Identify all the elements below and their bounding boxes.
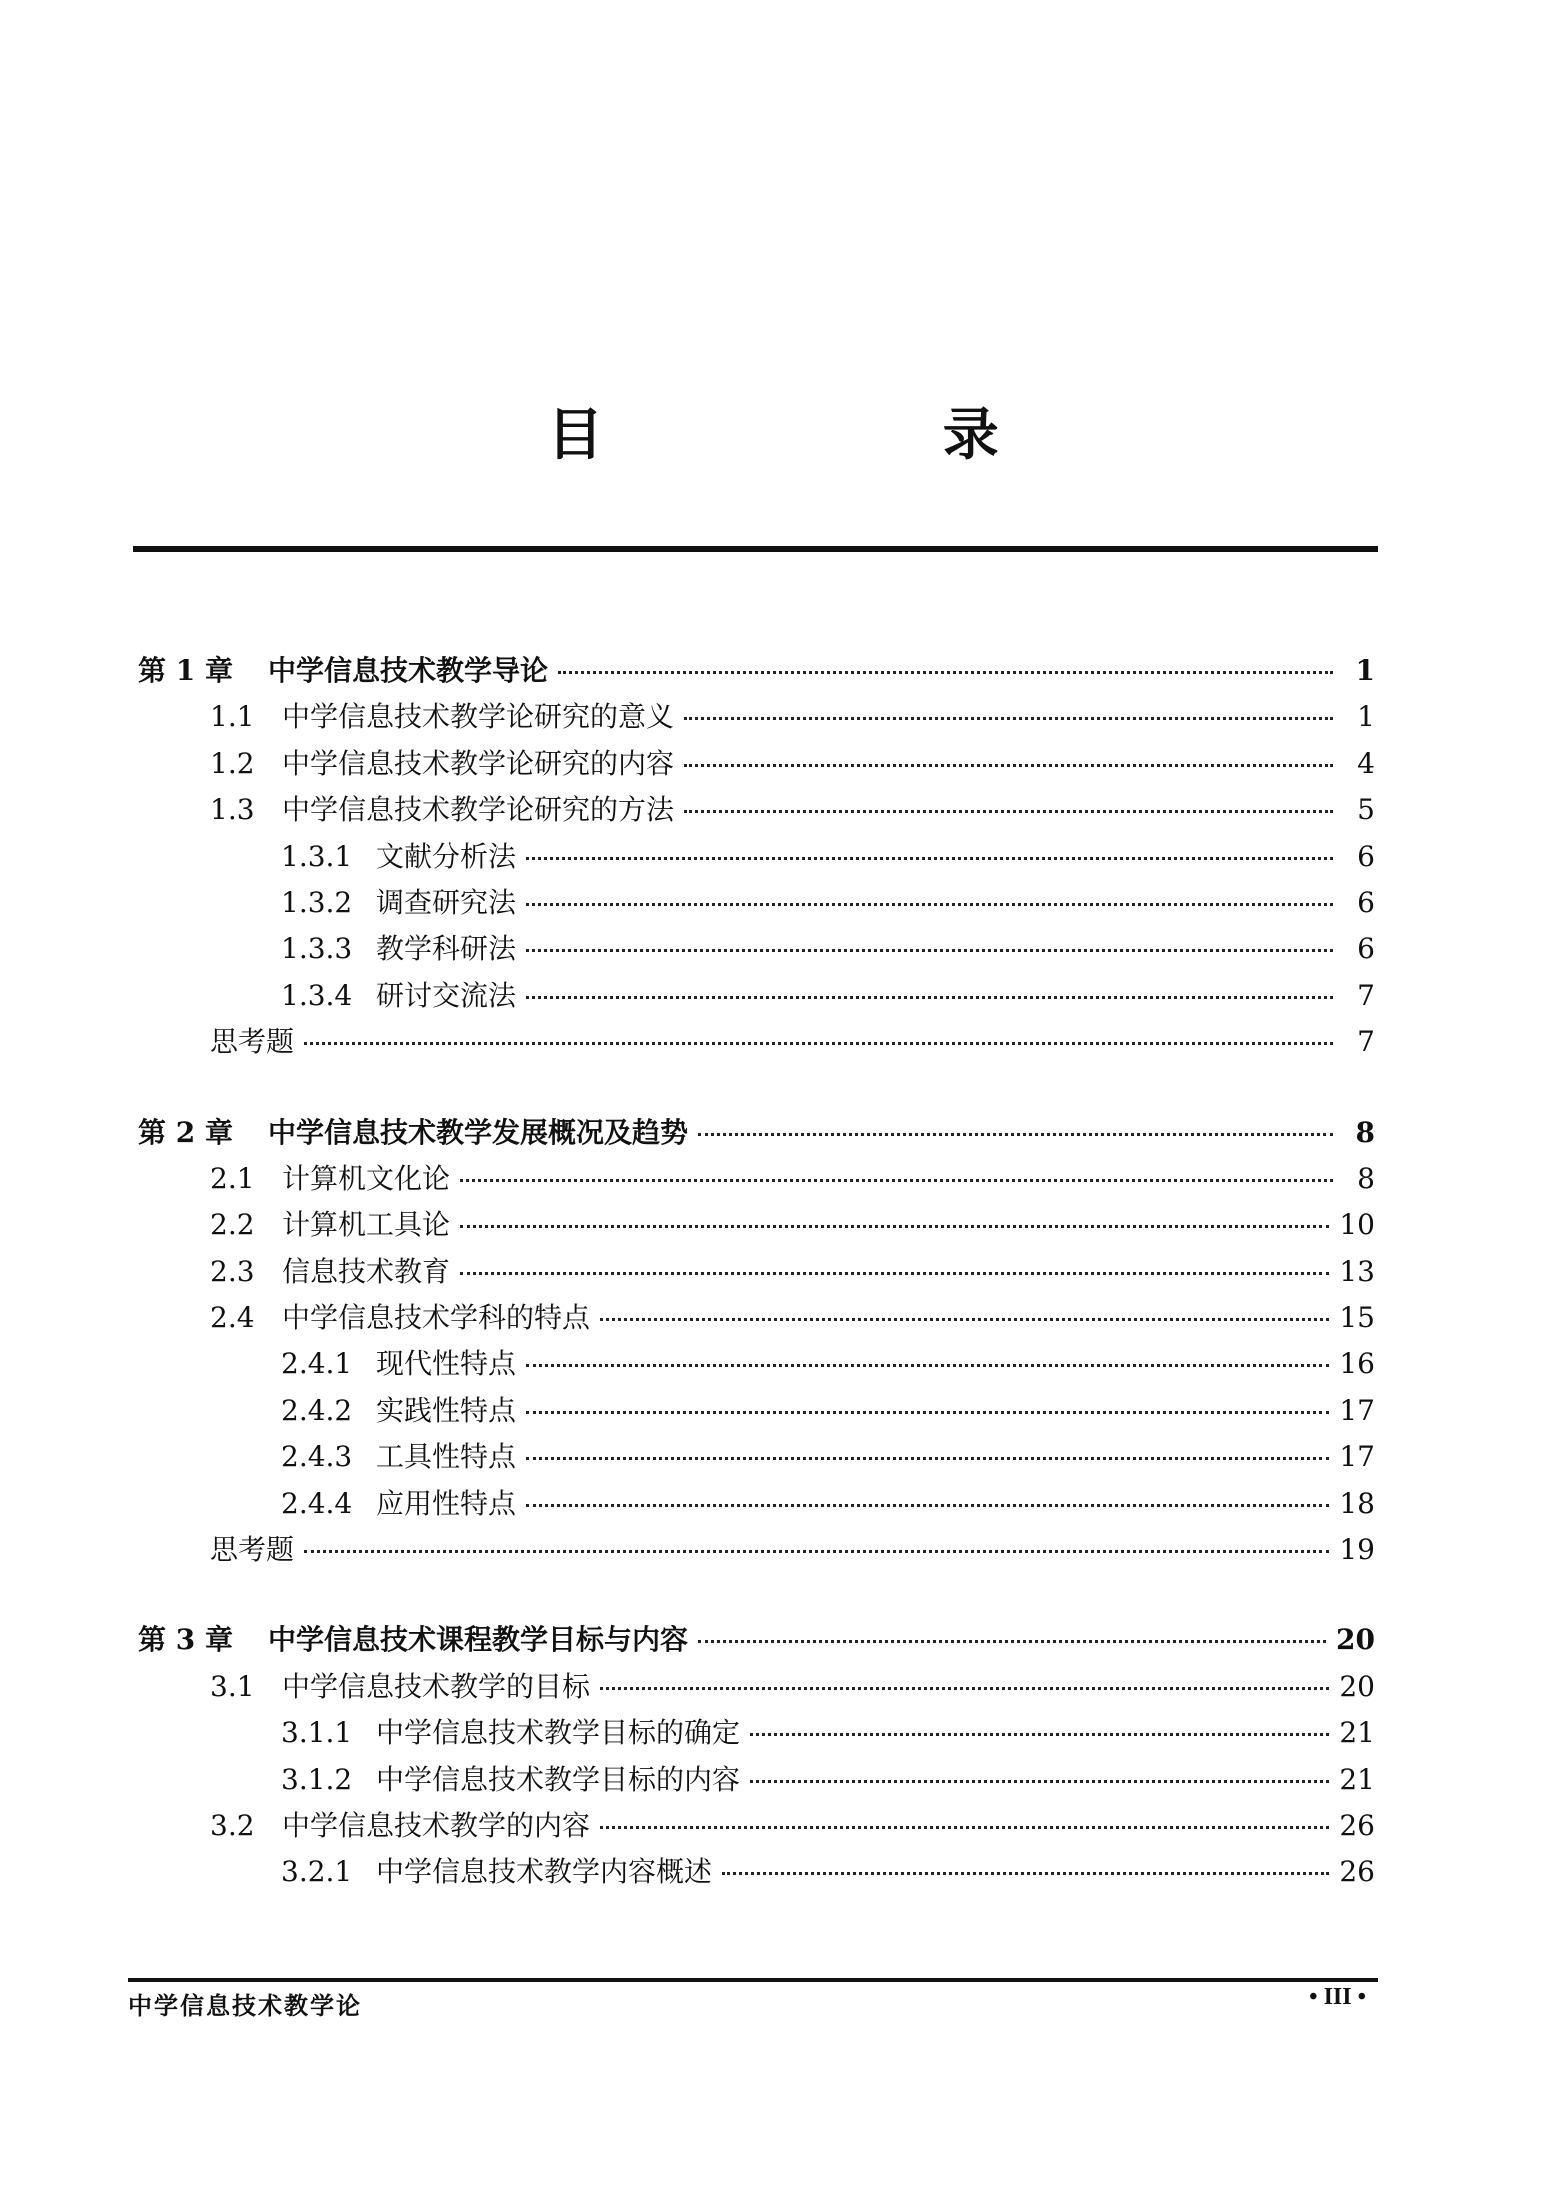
toc-page: 26 xyxy=(1339,1855,1375,1889)
footer-divider xyxy=(128,1978,1378,1982)
toc-number: 2.1 xyxy=(210,1161,255,1195)
toc-title: 中学信息技术教学论研究的方法 xyxy=(282,793,675,827)
toc-entry-2-4-4[interactable] xyxy=(138,1481,1375,1527)
toc-title: 中学信息技术教学发展概况及趋势 xyxy=(268,1115,689,1149)
toc-number: 2.4.2 xyxy=(281,1393,353,1427)
toc-title: 中学信息技术教学的目标 xyxy=(282,1669,591,1703)
toc-number: 第 1 章 xyxy=(138,654,233,687)
dot-leader xyxy=(558,670,1333,674)
toc-title: 中学信息技术课程教学目标与内容 xyxy=(268,1623,689,1657)
toc-number: 第 3 章 xyxy=(138,1623,233,1657)
toc-chapter-3[interactable] xyxy=(138,1617,1375,1663)
toc-entry-1-3-4[interactable] xyxy=(138,973,1375,1019)
title-divider xyxy=(133,546,1378,552)
dot-leader xyxy=(698,1132,1333,1136)
dot-leader xyxy=(600,1825,1329,1829)
toc-title: 应用性特点 xyxy=(376,1486,517,1520)
dot-leader xyxy=(526,1410,1329,1414)
toc-entry-1-3-1[interactable] xyxy=(138,834,1375,880)
toc-title: 研讨交流法 xyxy=(376,978,517,1012)
toc-entry-3-1-2[interactable] xyxy=(138,1757,1375,1803)
dot-leader xyxy=(698,1639,1326,1643)
toc-page: 10 xyxy=(1339,1208,1375,1242)
toc-entry-1-3-2[interactable] xyxy=(138,880,1375,926)
dot-leader xyxy=(526,1456,1329,1460)
dot-leader xyxy=(526,1503,1329,1507)
toc-number: 3.2 xyxy=(210,1808,255,1842)
toc-title: 中学信息技术教学导论 xyxy=(268,654,549,687)
toc-number: 第 2 章 xyxy=(138,1115,233,1149)
toc-entry-2-3[interactable] xyxy=(138,1249,1375,1295)
dot-leader xyxy=(304,1549,1329,1553)
toc-page: 18 xyxy=(1339,1486,1375,1520)
dot-leader xyxy=(600,1686,1329,1690)
toc-title: 调查研究法 xyxy=(376,885,517,919)
toc-number: 3.2.1 xyxy=(281,1855,353,1889)
toc-page: 7 xyxy=(1357,978,1375,1012)
toc-page: 8 xyxy=(1355,1115,1375,1149)
toc-page: 8 xyxy=(1357,1161,1375,1195)
toc-entry-2-4-3[interactable] xyxy=(138,1434,1375,1480)
toc-entry-3-2-1[interactable] xyxy=(138,1849,1375,1895)
toc-page: 21 xyxy=(1339,1762,1375,1796)
toc-title: 计算机工具论 xyxy=(282,1208,451,1242)
toc-number: 3.1.2 xyxy=(281,1762,353,1796)
page-title: 目 录 xyxy=(547,402,1159,468)
toc-title: 中学信息技术教学内容概述 xyxy=(376,1855,713,1889)
toc-title: 中学信息技术教学论研究的意义 xyxy=(282,700,675,734)
toc-number: 1.1 xyxy=(210,700,255,734)
footer-book-title: 中学信息技术教学论 xyxy=(128,1991,362,2020)
toc-page: 6 xyxy=(1357,885,1375,919)
toc-entry-1-2[interactable] xyxy=(138,741,1375,787)
toc-number: 2.3 xyxy=(210,1254,255,1288)
dot-leader xyxy=(526,856,1333,860)
toc-entry-2-2[interactable] xyxy=(138,1202,1375,1248)
footer-page-number: • III • xyxy=(1309,1984,1366,2010)
toc-page: 26 xyxy=(1339,1808,1375,1842)
toc-page: 1 xyxy=(1357,700,1375,734)
toc-page: 21 xyxy=(1339,1716,1375,1750)
toc-number: 2.4.3 xyxy=(281,1440,353,1474)
toc-entry-3-2[interactable] xyxy=(138,1803,1375,1849)
toc-page: 6 xyxy=(1357,932,1375,966)
toc-number: 1.3 xyxy=(210,793,255,827)
toc-title: 中学信息技术教学目标的内容 xyxy=(376,1762,741,1796)
toc-page: 17 xyxy=(1339,1440,1375,1474)
toc-exercises-ch2[interactable] xyxy=(138,1527,1375,1573)
dot-leader xyxy=(600,1317,1329,1321)
toc-number: 1.3.2 xyxy=(281,885,353,919)
table-of-contents xyxy=(138,648,1375,1896)
toc-title: 教学科研法 xyxy=(376,932,517,966)
toc-chapter-2[interactable] xyxy=(138,1110,1375,1156)
toc-page: 16 xyxy=(1339,1347,1375,1381)
toc-number: 1.2 xyxy=(210,746,255,780)
toc-title: 实践性特点 xyxy=(376,1393,517,1427)
toc-number: 3.1 xyxy=(210,1669,255,1703)
dot-leader xyxy=(684,716,1333,720)
toc-title: 中学信息技术学科的特点 xyxy=(282,1301,591,1335)
toc-entry-2-4-1[interactable] xyxy=(138,1341,1375,1387)
dot-leader xyxy=(460,1224,1329,1228)
toc-page: 4 xyxy=(1357,746,1375,780)
toc-number: 1.3.1 xyxy=(281,839,353,873)
toc-number: 2.4.4 xyxy=(281,1486,353,1520)
toc-title: 中学信息技术教学论研究的内容 xyxy=(282,746,675,780)
toc-page: 19 xyxy=(1339,1533,1375,1567)
dot-leader xyxy=(750,1732,1329,1736)
dot-leader xyxy=(526,1363,1329,1367)
toc-title: 计算机文化论 xyxy=(282,1161,451,1195)
toc-page: 20 xyxy=(1339,1669,1375,1703)
dot-leader xyxy=(722,1871,1329,1875)
dot-leader xyxy=(460,1178,1333,1182)
toc-exercises-ch1[interactable] xyxy=(138,1019,1375,1065)
toc-entry-1-3-3[interactable] xyxy=(138,926,1375,972)
toc-title: 中学信息技术教学目标的确定 xyxy=(376,1716,741,1750)
dot-leader xyxy=(526,995,1333,999)
toc-page: 5 xyxy=(1357,793,1375,827)
toc-page: 20 xyxy=(1336,1623,1375,1657)
toc-chapter-1[interactable] xyxy=(138,648,1375,694)
toc-number: 1.3.3 xyxy=(281,932,353,966)
toc-entry-1-1[interactable] xyxy=(138,694,1375,740)
toc-number: 3.1.1 xyxy=(281,1716,353,1750)
toc-entry-2-1[interactable] xyxy=(138,1156,1375,1202)
toc-number: 2.4 xyxy=(210,1301,255,1335)
toc-title: 中学信息技术教学的内容 xyxy=(282,1808,591,1842)
toc-number: 1.3.4 xyxy=(281,978,353,1012)
toc-entry-1-3[interactable] xyxy=(138,787,1375,833)
toc-entry-3-1[interactable] xyxy=(138,1664,1375,1710)
toc-page: 17 xyxy=(1339,1393,1375,1427)
toc-title: 现代性特点 xyxy=(376,1347,517,1381)
toc-title: 文献分析法 xyxy=(376,839,517,873)
dot-leader xyxy=(684,809,1333,813)
dot-leader xyxy=(526,948,1333,952)
toc-title: 思考题 xyxy=(210,1533,295,1567)
toc-entry-3-1-1[interactable] xyxy=(138,1710,1375,1756)
toc-page: 1 xyxy=(1355,654,1375,687)
dot-leader xyxy=(304,1041,1333,1045)
toc-title: 工具性特点 xyxy=(376,1440,517,1474)
toc-title: 思考题 xyxy=(210,1025,295,1059)
toc-number: 2.4.1 xyxy=(281,1347,353,1381)
toc-entry-2-4-2[interactable] xyxy=(138,1388,1375,1434)
toc-number: 2.2 xyxy=(210,1208,255,1242)
toc-entry-2-4[interactable] xyxy=(138,1295,1375,1341)
toc-page: 7 xyxy=(1357,1025,1375,1059)
dot-leader xyxy=(526,902,1333,906)
toc-page: 13 xyxy=(1339,1254,1375,1288)
dot-leader xyxy=(460,1271,1329,1275)
toc-page: 15 xyxy=(1339,1301,1375,1335)
toc-page: 6 xyxy=(1357,839,1375,873)
dot-leader xyxy=(750,1779,1329,1783)
dot-leader xyxy=(684,763,1333,767)
toc-title: 信息技术教育 xyxy=(282,1254,451,1288)
